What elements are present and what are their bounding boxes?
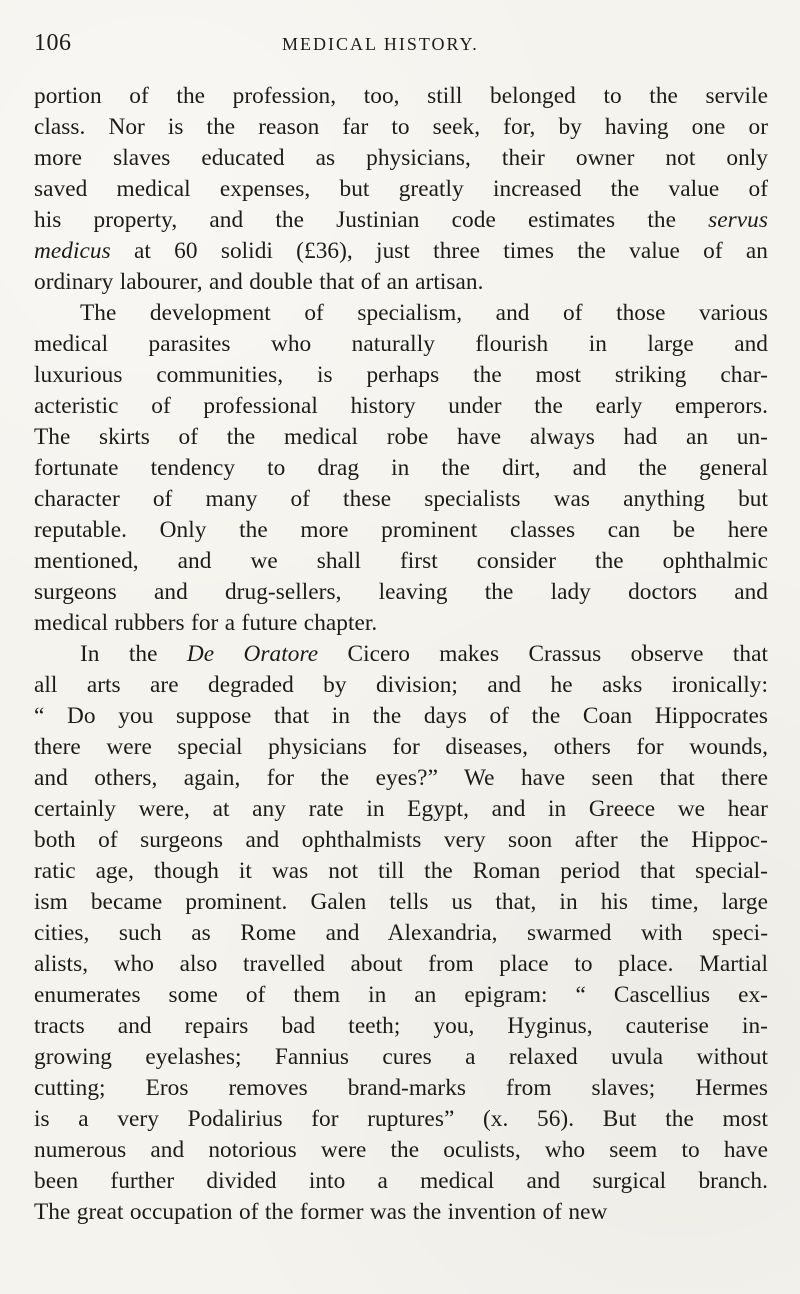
text-line: alists, who also travelled about from place to place. Martial — [34, 951, 768, 977]
text-line: cities, such as Rome and Alexandria, swarmed with speci- — [34, 920, 768, 946]
text-line: reputable. Only the more prominent classes can be here — [34, 517, 768, 543]
text-line: ratic age, though it was not till the Roman period that special- — [34, 858, 768, 884]
text-line: mentioned, and we shall first consider the ophthalmic — [34, 548, 768, 574]
text-line: growing eyelashes; Fannius cures a relaxed uvula without — [34, 1044, 768, 1070]
text-line: The skirts of the medical robe have always had an un- — [34, 424, 768, 450]
page-number: 106 — [34, 30, 72, 56]
text-line: more slaves educated as physicians, their owner not only — [34, 145, 768, 171]
italic-text: De Oratore — [186, 641, 319, 667]
text-line: surgeons and drug-sellers, leaving the lady doctors and — [34, 579, 768, 605]
italic-text: medicus — [34, 238, 111, 264]
text-line: both of surgeons and ophthalmists very soon after the Hippoc- — [34, 827, 768, 853]
text-line: enumerates some of them in an epigram: “ Cascellius ex- — [34, 982, 768, 1008]
text-line: fortunate tendency to drag in the dirt, and the general — [34, 455, 768, 481]
text-line: is a very Podalirius for ruptures” (x. 56). But the most — [34, 1106, 768, 1132]
text-line: his property, and the Justinian code estimates the servus — [34, 207, 768, 233]
text-line: character of many of these specialists was anything but — [34, 486, 768, 512]
text-line: “ Do you suppose that in the days of the Coan Hippocrates — [34, 703, 768, 729]
text-line: and others, again, for the eyes?” We have seen that there — [34, 765, 768, 791]
text-line: portion of the profession, too, still belonged to the servile — [34, 83, 768, 109]
text-line: medicus at 60 solidi (£36), just three times the value of an — [34, 238, 768, 264]
text-line: acteristic of professional history under the early emperors. — [34, 393, 768, 419]
text-line: there were special physicians for diseases, others for wounds, — [34, 734, 768, 760]
text-line: certainly were, at any rate in Egypt, and in Greece we hear — [34, 796, 768, 822]
text-line: class. Nor is the reason far to seek, for, by having one or — [34, 114, 768, 140]
text-line: The development of specialism, and of those various — [80, 300, 768, 326]
text-line: medical rubbers for a future chapter. — [34, 610, 378, 636]
text-line: all arts are degraded by division; and he asks ironically: — [34, 672, 768, 698]
text-line: In the De Oratore Cicero makes Crassus observe that — [80, 641, 768, 667]
text-line: tracts and repairs bad teeth; you, Hyginus, cauterise in- — [34, 1013, 768, 1039]
text-line: numerous and notorious were the oculists, who seem to have — [34, 1137, 768, 1163]
running-head: MEDICAL HISTORY. — [282, 34, 479, 54]
text-line: cutting; Eros removes brand-marks from slaves; Hermes — [34, 1075, 768, 1101]
text-line: The great occupation of the former was the invention of new — [34, 1199, 608, 1225]
text-line: been further divided into a medical and surgical branch. — [34, 1168, 768, 1194]
text-line: saved medical expenses, but greatly increased the value of — [34, 176, 768, 202]
page-header — [34, 30, 756, 62]
text-line: medical parasites who naturally flourish in large and — [34, 331, 768, 357]
body-text — [34, 81, 768, 1228]
italic-text: servus — [708, 207, 768, 233]
text-line: ism became prominent. Galen tells us that, in his time, large — [34, 889, 768, 915]
text-line: ordinary labourer, and double that of an artisan. — [34, 269, 484, 295]
text-line: luxurious communities, is perhaps the most striking char- — [34, 362, 768, 388]
